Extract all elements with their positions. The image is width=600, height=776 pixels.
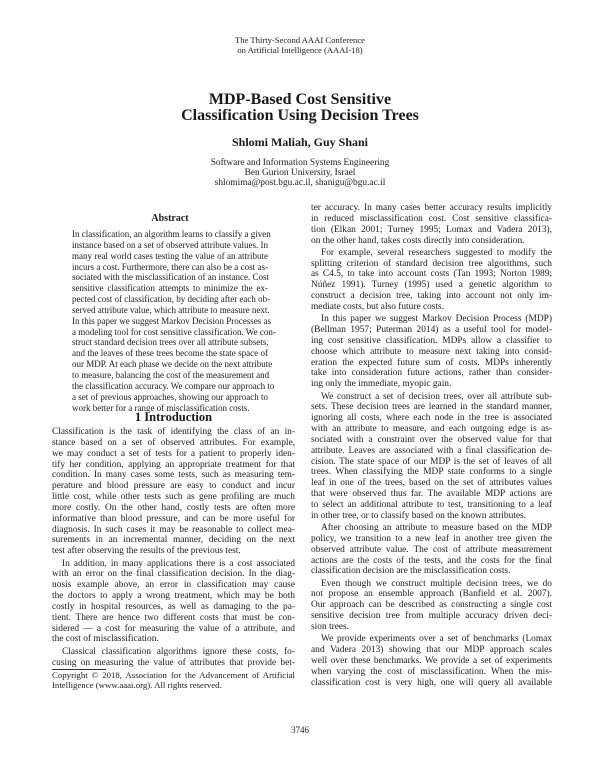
text-line: Classical classification algorithms ignore these costs, fo-: [62, 646, 295, 657]
text-line: on the other hand, takes costs directly into consideration.: [311, 235, 525, 246]
affiliation: [0, 158, 600, 189]
conference-line-1: The Thirty-Second AAAI Conference: [235, 35, 365, 45]
text-line: stance based on a set of observed attributes. For example,: [52, 437, 295, 448]
abstract-heading: Abstract: [151, 213, 189, 224]
text-line: work better for a range of misclassification costs.: [72, 402, 250, 413]
text-line: and the leaves of these trees become the state space of: [72, 348, 268, 359]
text-line: In this paper we suggest Markov Decision Process (MDP): [321, 314, 552, 325]
text-line: our MDP. At each phase we decide on the next attribute: [72, 359, 273, 370]
text-line: sets. These decision trees are learned in the standard manner,: [311, 402, 552, 413]
text-line: nosis example above, an error in classification may cause: [52, 580, 295, 591]
text-line: ignoring all costs, where each node in the tree is associated: [311, 413, 552, 424]
author-emails: shlomima@post.bgu.ac.il, shanigu@bgu.ac.il: [214, 178, 386, 189]
text-line: splitting criterion of standard decision tree algorithms, such: [311, 258, 552, 269]
affiliation-department: Software and Information Systems Engineering: [210, 158, 390, 168]
text-line: In addition, in many applications there is a cost associated: [62, 558, 295, 569]
text-line: sociated with a constraint over the observed value for that: [311, 434, 552, 445]
text-line: with an attribute to measure, and each outgoing edge is as-: [311, 424, 552, 435]
footnote-line-1: Copyright © 2018, Association for the Advancement of Artificial: [52, 670, 295, 680]
text-line: take into consideration future actions, rather than consider-: [311, 368, 552, 379]
text-line: trees. When classifying the MDP state conforms to a single: [311, 467, 552, 478]
paragraph: [311, 248, 552, 313]
paragraph: [311, 392, 552, 522]
text-line: in other tree, or to classify based on the known attributes.: [311, 510, 527, 521]
text-line: In classification, an algorithm learns to classify a given: [72, 229, 271, 239]
paragraph: [72, 229, 276, 413]
conference-name: [0, 35, 600, 55]
paper-title: [0, 92, 600, 124]
text-line: as C4.5, to take into account costs (Tan 1993; Norton 1989;: [311, 269, 552, 280]
text-line: costly in hospital resources, as well as damaging to the pa-: [52, 601, 295, 612]
right-column-body: [311, 203, 552, 690]
text-line: We provide experiments over a set of benchmarks (Lomax: [321, 634, 552, 645]
text-line: cision. The state space of our MDP is the set of leaves of all: [311, 456, 552, 467]
text-line: little cost, while other tests such as gene profiling are much: [52, 492, 295, 503]
text-line: classification cost is very high, one will query all available: [311, 677, 552, 688]
text-line: (Bellman 1957; Puterman 2014) as a useful tool for model-: [311, 325, 552, 336]
text-line: sion trees.: [311, 622, 350, 633]
text-line: tion (Elkan 2001; Turney 1995; Lomax and Vadera 2013),: [311, 224, 552, 235]
text-line: the cost of misclassification.: [52, 634, 159, 645]
page-number: 3746: [291, 725, 309, 735]
text-line: in reduced misclassification cost. Cost sensitive classifica-: [311, 213, 552, 224]
section-heading-introduction: 1 Introduction: [134, 410, 213, 424]
text-line: Our approach can be described as constructing a single cost: [311, 600, 552, 611]
text-line: observed attribute value. The cost of attribute measurement: [311, 544, 552, 555]
text-line: policy, we transition to a new leaf in another tree given the: [311, 533, 552, 544]
text-line: and Vadera 2013) showing that our MDP approach scales: [311, 645, 552, 656]
text-line: cusing on measuring the value of attributes that provide bet-: [52, 657, 295, 668]
paragraph: [311, 523, 552, 577]
text-line: ing only the immediate, myopic gain.: [311, 379, 452, 390]
text-line: surements in an incremental manner, deciding on the next: [52, 535, 295, 546]
text-line: when varying the cost of misclassification. When the mis-: [311, 666, 552, 677]
paragraph: [311, 579, 552, 633]
text-line: diagnosis. In such cases it may be reasonable to collect mea-: [52, 524, 295, 535]
affiliation-university: Ben Gurion University, Israel: [244, 168, 356, 179]
left-column-body: [52, 427, 295, 670]
copyright-footnote: [52, 671, 295, 691]
text-line: sensitive classification attempts to minimize the ex-: [72, 283, 268, 294]
footnote-line-2: Intelligence (www.aaai.org). All rights reserved.: [52, 679, 222, 690]
text-line: informative than blood pressure, and can be more useful for: [52, 513, 295, 524]
text-line: the classification accuracy. We compare our approach to: [72, 380, 275, 391]
text-line: classification decision are the misclassification costs.: [311, 566, 511, 577]
title-line-2: Classification Using Decision Trees: [181, 107, 419, 124]
authors: Shlomi Maliah, Guy Shani: [231, 135, 369, 149]
text-line: attribute. Leaves are associated with a final classification de-: [311, 445, 552, 456]
text-line: Núñez 1991). Turney (1995) used a genetic algorithm to: [311, 280, 552, 291]
paragraph: [52, 559, 295, 646]
paragraph: [311, 634, 552, 688]
text-line: Classification is the task of identifying the class of an in-: [52, 427, 295, 437]
text-line: many real world cases testing the value of an attribute: [72, 250, 268, 261]
text-line: construct a decision tree, taking into account not only im-: [311, 291, 552, 302]
abstract-body: [72, 229, 276, 415]
text-line: that were observed thus far. The available MDP actions are: [311, 489, 552, 500]
text-line: with an error on the final classification decision. In the diag-: [52, 569, 295, 580]
text-line: to measure, balancing the cost of the measurement and: [72, 369, 270, 380]
paragraph: [311, 203, 552, 246]
text-line: ing cost sensitive classification. MDPs allow a classifier to: [311, 335, 552, 346]
text-line: We construct a set of decision trees, over all attribute sub-: [321, 391, 552, 402]
text-line: incurs a cost. Furthermore, there can also be a cost as-: [72, 261, 268, 272]
text-line: ter accuracy. In many cases better accuracy results implicitly: [311, 203, 552, 213]
paragraph: [311, 314, 552, 390]
text-line: test after observing the results of the previous test.: [52, 546, 241, 557]
text-line: leaf in one of the trees, based on the set of attributes values: [311, 478, 552, 489]
text-line: the doctors to apply a wrong treatment, which may be both: [52, 591, 295, 602]
text-line: choose which attribute to measure next taking into consid-: [311, 346, 552, 357]
paragraph: [52, 647, 295, 669]
text-line: mediate costs, but also future costs.: [311, 301, 445, 312]
text-line: a set of previous approaches, showing our approach to: [72, 391, 268, 402]
text-line: perature and blood pressure are easy to conduct and incur: [52, 481, 295, 492]
conference-line-2: on Artificial Intelligence (AAAI-18): [237, 45, 363, 55]
text-line: tient. There are hence two different costs that must be con-: [52, 612, 295, 623]
text-line: more costly. On the other hand, costly tests are often more: [52, 502, 295, 513]
title-line-1: MDP-Based Cost Sensitive: [208, 91, 392, 108]
text-line: sensitive decision tree from multiple accuracy driven deci-: [311, 611, 552, 622]
text-line: well over these benchmarks. We provide a set of experiments: [311, 655, 552, 666]
text-line: pected cost of classification, by deciding after each ob-: [72, 294, 271, 305]
paragraph: [52, 427, 295, 557]
text-line: tify her condition, applying an appropriate treatment for that: [52, 459, 295, 470]
text-line: a modeling tool for cost sensitive classification. We con-: [72, 326, 276, 337]
text-line: served attribute value, which attribute to measure next.: [72, 304, 270, 315]
text-line: not propose an ensemble approach (Banfield et al. 2007).: [311, 589, 552, 600]
text-line: For example, several researchers suggested to modify the: [321, 247, 552, 258]
text-line: sociated with the misclassification of an instance. Cost: [72, 272, 269, 283]
text-line: eration the expected future sum of costs. MDPs inherently: [311, 357, 552, 368]
text-line: to select an additional attribute to test, transitioning to a leaf: [311, 499, 552, 510]
text-line: instance based on a set of observed attribute values. In: [72, 239, 268, 250]
text-line: After choosing an attribute to measure based on the MDP: [321, 523, 552, 534]
text-line: Even though we construct multiple decision trees, we do: [321, 578, 552, 589]
text-line: sidered — a cost for measuring the value of a attribute, and: [52, 623, 295, 634]
text-line: actions are the costs of the tests, and the costs for the final: [311, 555, 552, 566]
text-line: condition. In many cases some tests, such as measuring tem-: [52, 470, 295, 481]
text-line: we may conduct a set of tests for a patient to properly iden-: [52, 448, 295, 459]
text-line: In this paper we suggest Markov Decision Processes as: [72, 315, 271, 326]
text-line: struct standard decision trees over all attribute subsets,: [72, 337, 269, 348]
